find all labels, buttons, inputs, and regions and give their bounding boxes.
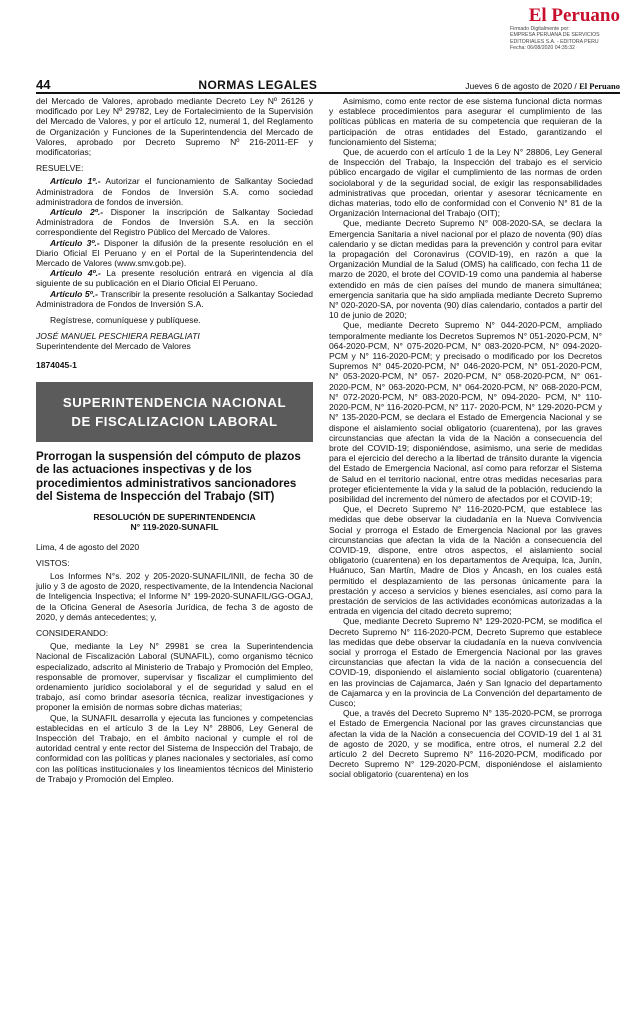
paragraph: Que, a través del Decreto Supremo N° 135-2020-PCM, se prorroga el Estado de Emergencia Nacional por las graves circunstancias que afectan la vida de la Nación a consecuencia del COVID-19 del 1 al 31 de agosto de 2020, y se modifica, entre otros, el numeral 2.2 del artículo 2 del Decreto Supremo N° 116-2020-PCM, modificado por Decreto Supremo N° 129-2020-PCM, disponiéndose el aislamiento social obligatorio (cuarentena) en los xyxy=(329,708,602,780)
digital-signature xyxy=(510,26,620,52)
resolution-type: RESOLUCIÓN DE SUPERINTENDENCIA xyxy=(93,511,256,522)
banner-line: DE FISCALIZACION LABORAL xyxy=(71,413,278,429)
paragraph: Que, mediante Decreto Supremo N° 129-2020-PCM, se modifica el Decreto Supremo N° 116-2020-PCM, Decreto Supremo que establece las medidas que debe observar la ciudadanía en la nueva convivencia social y prorroga el Estado de Emergencia Nacional por las graves circunstancias que afectan la vida de la nación a consecuencia del COVID-19, disponiendo el aislamiento social obligatorio (cuarentena) en las provincias de Cajamarca, Jaén y San Ignacio del departamento de Cajamarca y en la provincia de La Convención del departamento de Cusco; xyxy=(329,616,602,708)
signer-name: JOSÉ MANUEL PESCHIERA REBAGLIATI xyxy=(36,331,200,342)
signer-title: Superintendente del Mercado de Valores xyxy=(36,341,191,352)
article-text: Disponer la inscripción de Salkantay Sociedad Administradora de Fondos de Inversión S.A. en la sección correspondiente del Registro Público del Mercado de Valores. xyxy=(36,207,313,238)
paragraph: del Mercado de Valores, aprobado mediante Decreto Ley Nº 26126 y modificado por Ley Nº 29782, Ley de Fortalecimiento de la Supervisión del Mercado de Valores, y por el artículo 12, numeral 1, del Reglamento de Organización y Funciones de la Superintendencia del Mercado de Valores, aprobado por Decreto Supremo Nº 216-2011-EF y modificatorias; xyxy=(36,96,313,158)
el-peruano-logo: El Peruano xyxy=(528,5,620,26)
signature-line: Firmado Digitalmente por: xyxy=(510,26,570,32)
article-label: Artículo 1º.- xyxy=(50,176,101,187)
resuelve-label: RESUELVE: xyxy=(36,163,84,174)
article-label: Artículo 5º.- xyxy=(50,288,98,299)
vistos-label: VISTOS: xyxy=(36,557,70,568)
article-text: La presente resolución entrará en vigencia al día siguiente de su publicación en el Diario Oficial El Peruano. xyxy=(36,268,313,289)
considerando-label: CONSIDERANDO: xyxy=(36,627,109,638)
article-text: Transcribir la presente resolución a Salkantay Sociedad Administradora de Fondos de Inversión S.A. xyxy=(36,288,313,309)
date-text: Jueves 6 de agosto de 2020 / xyxy=(465,81,577,91)
place-date: Lima, 4 de agosto del 2020 xyxy=(36,541,140,552)
article-label: Artículo 2º.- xyxy=(50,207,104,218)
paragraph: Que, mediante Decreto Supremo N° 008-2020-SA, se declara la Emergencia Sanitaria a nivel nacional por el plazo de noventa (90) días calendario y se dictan medidas para la prevención y control para evitar la propagación del Coronavirus (COVID-19), en razón a que la Organización Mundial de la Salud (OMS) ha calificado, con fecha 11 de marzo de 2020, el brote del COVID-19 como una pandemia al haberse extendido en más de cien países del mundo de manera simultánea; emergencia sanitaria que ha sido ampliada mediante Decreto Supremo N° 020-2020-SA, por noventa (90) días calendario, contados a partir del 10 de junio de 2020; xyxy=(329,218,602,321)
page-number: 44 xyxy=(36,77,51,92)
publication-code: 1874045-1 xyxy=(36,359,77,370)
paragraph: Que, mediante la Ley N° 29981 se crea la Superintendencia Nacional de Fiscalización Laboral (SUNAFIL), como organismo técnico especializado, adscrito al Ministerio de Trabajo y Promoción del Empleo, responsable de promover, supervisar y fiscalizar el cumplimiento del ordenamiento jurídico sociolaboral y el de seguridad y salud en el trabajo, así como brindar asesoría técnica, realizar investigaciones y proponer la emisión de normas sobre dichas materias; xyxy=(36,641,313,713)
header-date xyxy=(465,80,620,92)
banner-line: SUPERINTENDENCIA NACIONAL xyxy=(62,394,287,410)
paragraph: Que, la SUNAFIL desarrolla y ejecuta las funciones y competencias establecidas en el artículo 3 de la Ley N° 28806, Ley General de Inspección del Trabajo, en el ámbito nacional y cumple el rol de autoridad central y ente rector del Sistema de Inspección del Trabajo, de conformidad con las políticas y planes nacionales y sectoriales, así como con las políticas institucionales y los lineamientos técnicos del Ministerio de Trabajo y Promoción del Empleo. xyxy=(36,712,313,784)
article-2 xyxy=(36,207,313,238)
signature-line: EMPRESA PERUANA DE SERVICIOS xyxy=(510,32,600,39)
article-1 xyxy=(36,176,313,207)
page-header xyxy=(36,76,620,94)
right-column xyxy=(329,96,602,780)
paragraph: Asimismo, como ente rector de ese sistema funcional dicta normas y establece procedimientos para asegurar el cumplimiento de las políticas públicas en materia de su competencia que requieran de la participación de otras entidades del Estado, garantizando el funcionamiento del Sistema; xyxy=(329,96,602,147)
closing-formula: Regístrese, comuníquese y publíquese. xyxy=(50,315,201,326)
institution-banner xyxy=(36,382,313,442)
article-5 xyxy=(36,289,313,309)
article-3 xyxy=(36,238,313,269)
publication-brand xyxy=(470,6,620,52)
article-text: Autorizar el funcionamiento de Salkantay Sociedad Administradora de Fondos de Inversión S.A. como sociedad administradora de fondos de inversión. xyxy=(36,176,314,207)
section-title: NORMAS LEGALES xyxy=(198,78,318,92)
article-label: Artículo 3º.- xyxy=(50,237,100,248)
resolution-title xyxy=(36,512,313,532)
signature-line: EDITORIALES S.A. - EDITORA PERU xyxy=(510,38,599,45)
article-text: Disponer la difusión de la presente resolución en el Diario Oficial El Peruano y en el Portal de la Superintendencia del Mercado de Valores (www.smv.gob.pe). xyxy=(36,237,313,269)
paper-name: El Peruano xyxy=(579,81,620,91)
paragraph: Que, de acuerdo con el artículo 1 de la Ley N° 28806, Ley General de Inspección del Trabajo, la Inspección del trabajo es el servicio público encargado de vigilar el cumplimiento de las normas de orden sociolaboral y de la seguridad social, de exigir las responsabilidades administrativas que procedan, orientar y asesorar técnicamente en dichas materias, todo ello de conformidad con el Convenio N° 81 de la Organización Internacional del Trabajo (OIT); xyxy=(329,147,602,219)
norm-headline: Prorrogan la suspensión del cómputo de plazos de las actuaciones inspectivas y de los procedimientos administrativos sancionadores del Sistema de Inspección del Trabajo (SIT) xyxy=(36,449,301,504)
paragraph: Que, mediante Decreto Supremo N° 044-2020-PCM, ampliado temporalmente mediante los Decretos Supremos N° 051-2020-PCM, N° 064-2020-PCM, N° 075-2020-PCM, N° 083-2020-PCM, N° 094-2020-PCM y N° 116-2020-PCM; y precisado o modificado por los Decretos Supremos N° 045-2020-PCM, N° 046-2020-PCM, N° 051-2020-PCM, N° 053-2020-PCM, N° 057- 2020-PCM, N° 058-2020-PCM, N° 061-2020-PCM, N° 063-2020-PCM, N° 064-2020-PCM, N° 068-2020-PCM, N° 072-2020-PCM, N° 083-2020-PCM, N° 094-2020- PCM, N° 110-2020-PCM, N° 116-2020-PCM, N° 117- 2020-PCM, N° 129-2020-PCM y N° 135-2020-PCM, se declara el Estado de Emergencia Nacional y se dispone el aislamiento social obligatorio (cuarentena), por las graves circunstancias que afectan la vida de la Nación a consecuencia del brote del COVID-19; disponiéndose, asimismo, una serie de medidas para el ejercicio del derecho a la libertad de tránsito durante la vigencia del Estado de Emergencia Nacional, así como para reforzar el Sistema de Salud en el territorio nacional, entre otras medidas necesarias para proteger eficientemente la vida y la salud de la población, reduciendo la posibilidad del incremento del número de afectados por el COVID-19; xyxy=(329,320,602,504)
article-4 xyxy=(36,268,313,288)
resolution-number: N° 119-2020-SUNAFIL xyxy=(130,521,219,532)
paragraph: Los Informes N°s. 202 y 205-2020-SUNAFIL/INII, de fecha 30 de julio y 3 de agosto de 2020, respectivamente, de la Intendencia Nacional de Inteligencia Inspectiva; el Informe N° 199-2020-SUNAFIL/GG-OGAJ, de la Oficina General de Asesoría Jurídica, de fecha 3 de agosto de 2020, y demás antecedentes; y, xyxy=(36,570,313,622)
paragraph: Que, el Decreto Supremo N° 116-2020-PCM, que establece las medidas que debe observar la ciudadanía en la Nueva Convivencia Social y prorroga el Estado de Emergencia Nacional por las graves circunstancias que afectan la vida de la Nación a consecuencia del COVID-19, dispone, entre otros aspectos, el aislamiento social obligatorio (cuarentena) en los departamentos de Arequipa, Ica, Junín, Huánuco, San Martín, Madre de Dios y Áncash, en los cuales está permitido el desplazamiento de las personas únicamente para la prestación y acceso a servicios y bienes esenciales, así como para la prestación de servicios de las actividades económicas autorizadas a la entrada en vigencia del citado decreto supremo; xyxy=(329,504,602,617)
signature-line: Fecha: 06/08/2020 04:35:32 xyxy=(510,45,575,52)
article-label: Artículo 4º.- xyxy=(50,268,101,279)
left-column xyxy=(36,96,313,784)
